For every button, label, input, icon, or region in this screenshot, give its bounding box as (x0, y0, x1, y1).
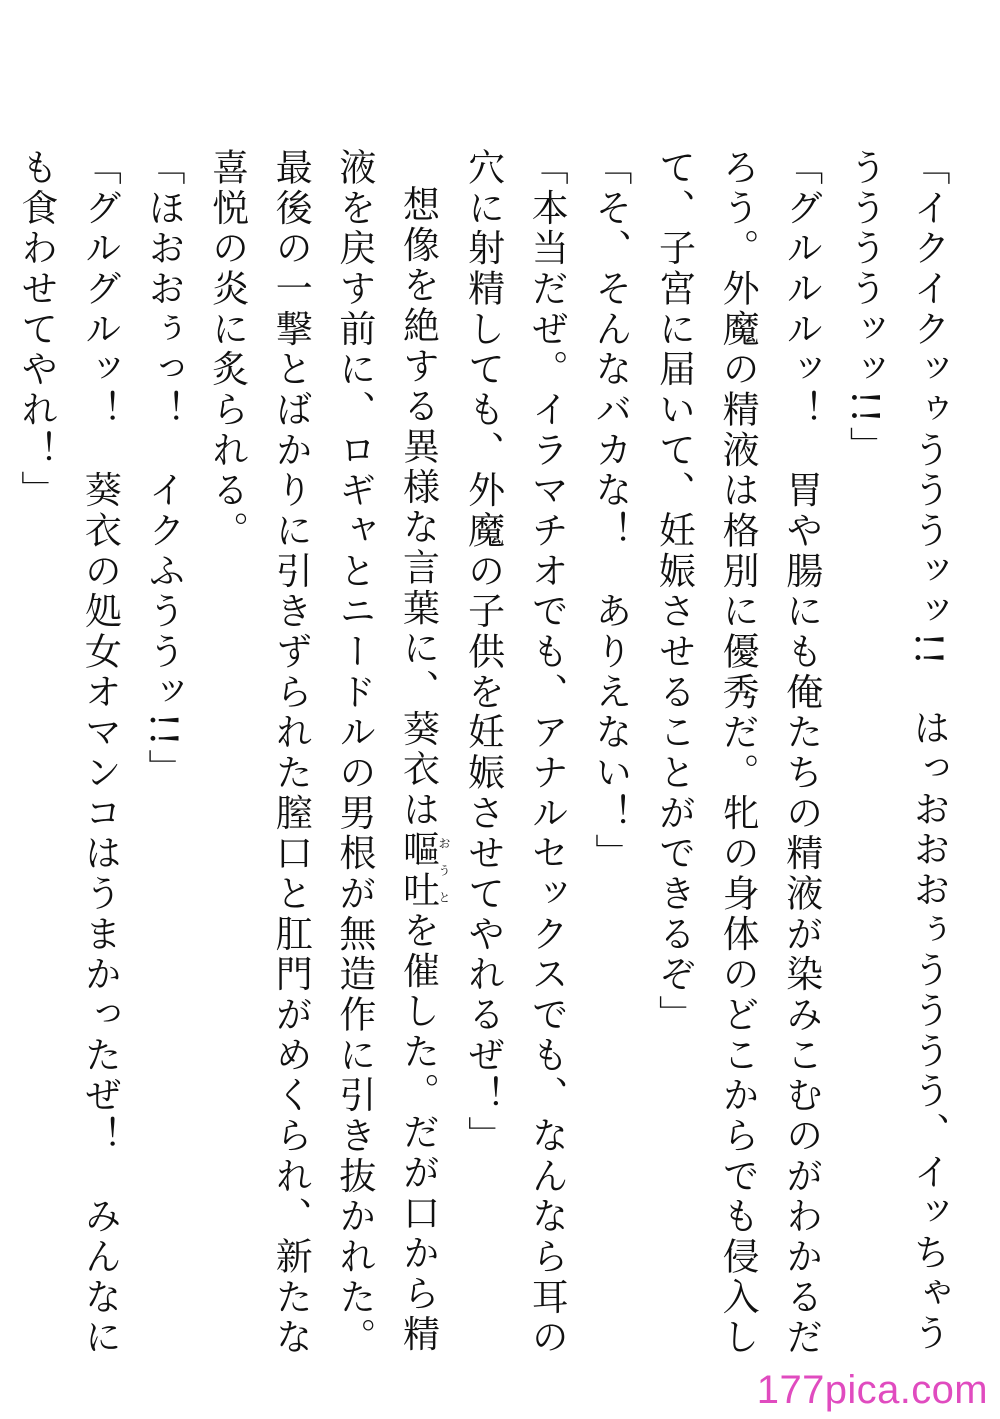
text-line: 「本当だぜ。イラマチオでも、アナルセックスでも、なんなら耳の穴に射精しても、外魔の子供を妊娠させてやれるぜ！」 (461, 148, 569, 1358)
text-line: 「グルグルッ！ 葵衣の処女オマンコはうまかったぜ！ みんなにも食わせてやれ！」 (14, 148, 122, 1358)
ruby-annotation (396, 830, 451, 911)
ruby-reading: おうと (437, 830, 451, 911)
text-line: 「グルルルッ！ 胃や腸にも俺たちの精液が染みこむのがわかるだろう。外魔の精液は格別に優秀だ。牝の身体のどこからでも侵入して、子宮に届いて、妊娠させることができるぞ」 (652, 148, 823, 1358)
text-line-with-ruby (195, 148, 451, 1373)
text-line: 「そ、そんなバカな！ ありえない！」 (588, 148, 632, 874)
text-segment: を催した。だが口から精液を戻す前に、ロギャとニードルの男根が無造作に引き抜かれた。最後の一撃とばかりに引きずられた膣口と肛門がめくられ、新たな喜悦の炎に炙られる。 (205, 148, 440, 1358)
text-segment: 想像を絶する異様な言葉に、葵衣は (396, 185, 440, 831)
text-line: 「イクイクッゥうううッッ!! はっおおおぅうううう、イッちゃうううううッッ!!」 (843, 148, 950, 1354)
watermark-text: 177pica.com (756, 1368, 988, 1412)
text-line: 「ほおおぅっ！ イクふううッ!!」 (142, 148, 185, 790)
ruby-base: 嘔吐 (396, 830, 440, 911)
text-line (0, 148, 4, 1373)
vertical-text-body (14, 148, 960, 1373)
